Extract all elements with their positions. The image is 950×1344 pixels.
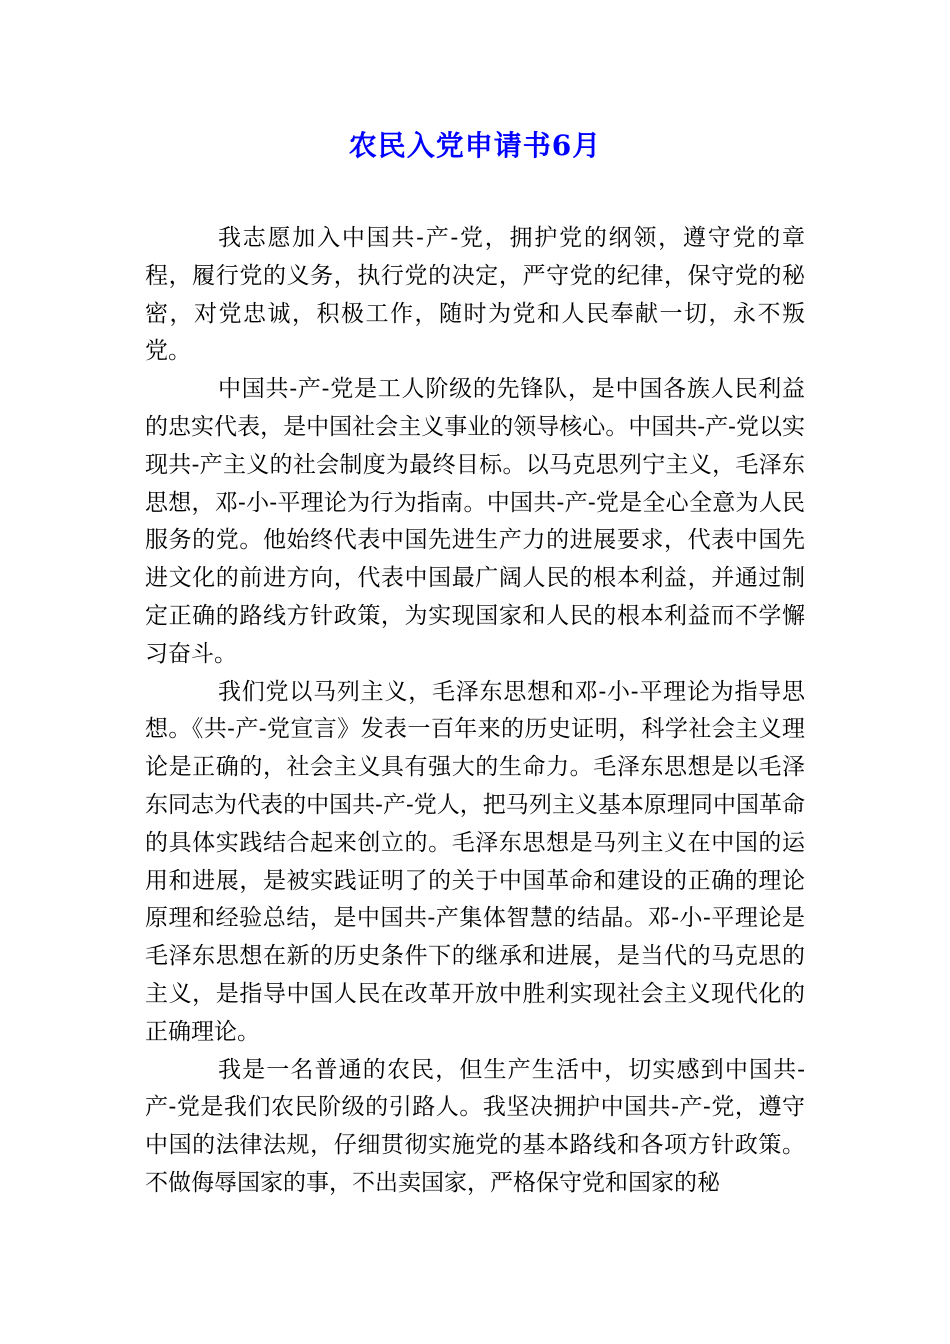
paragraph: 我志愿加入中国共-产-党，拥护党的纲领，遵守党的章程，履行党的义务，执行党的决定，严守党的纪律，保守党的秘密，对党忠诚，积极工作，随时为党和人民奉献一切，永不叛党。 xyxy=(145,225,805,365)
paragraph: 我们党以马列主义，毛泽东思想和邓-小-平理论为指导思想。《共-产-党宣言》发表一百年来的历史证明，科学社会主义理论是正确的，社会主义具有强大的生命力。毛泽东思想是以毛泽东同志为代表的中国共-产-党人，把马列主义基本原理同中国革命的具体实践结合起来创立的。毛泽东思想是马列主义在中国的运用和进展，是被实践证明了的关于中国革命和建设的正确的理论原理和经验总结，是中国共-产集体智慧的结晶。邓-小-平理论是毛泽东思想在新的历史条件下的继承和进展，是当代的马克思的主义，是指导中国人民在改革开放中胜利实现社会主义现代化的正确理论。 xyxy=(145,678,805,1045)
document-body xyxy=(145,220,805,1203)
paragraph: 我是一名普通的农民，但生产生活中，切实感到中国共-产-党是我们农民阶级的引路人。我坚决拥护中国共-产-党，遵守中国的法律法规，仔细贯彻实施党的基本路线和各项方针政策。不做侮辱国家的事，不出卖国家，严格保守党和国家的秘 xyxy=(145,1056,805,1196)
document-title: 农民入党申请书6月 xyxy=(348,129,602,162)
paragraph: 中国共-产-党是工人阶级的先锋队，是中国各族人民利益的忠实代表，是中国社会主义事业的领导核心。中国共-产-党以实现共-产主义的社会制度为最终目标。以马克思列宁主义，毛泽东思想，邓-小-平理论为行为指南。中国共-产-党是全心全意为人民服务的党。他始终代表中国先进生产力的进展要求，代表中国先进文化的前进方向，代表中国最广阔人民的根本利益，并通过制定正确的路线方针政策，为实现国家和人民的根本利益而不学懈习奋斗。 xyxy=(145,376,805,667)
